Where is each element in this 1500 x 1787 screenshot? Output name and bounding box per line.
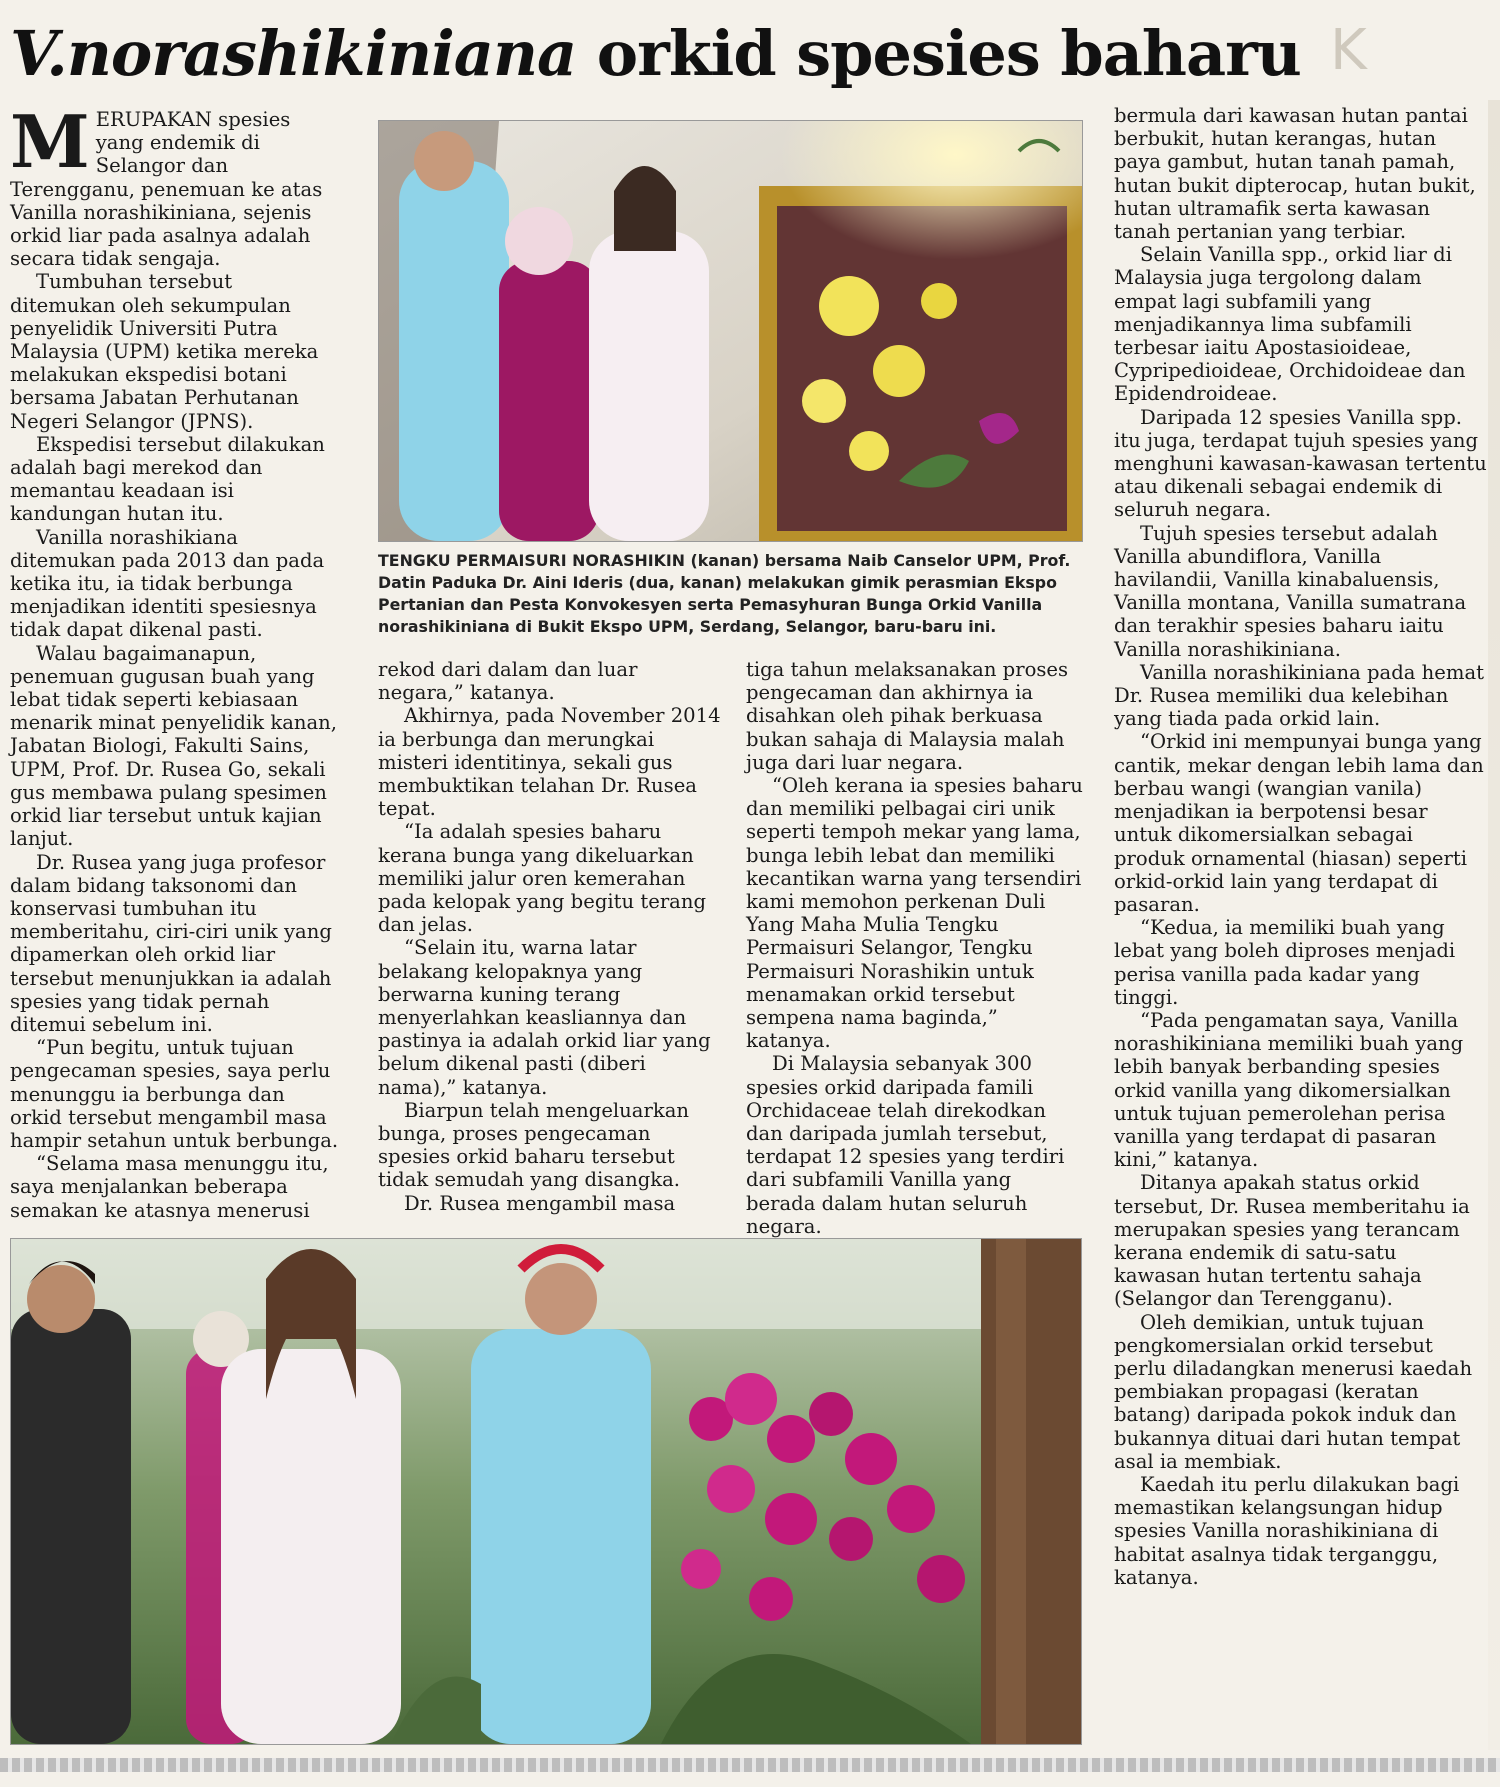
- photo-launch-ceremony: [378, 120, 1083, 542]
- paragraph: “Kedua, ia memiliki buah yang lebat yang boleh diproses menjadi perisa vanilla pada kadar yang tinggi.: [1114, 916, 1456, 1009]
- page-edge: [1488, 100, 1500, 1750]
- paragraph: tiga tahun melaksanakan proses pengecaman dan akhirnya ia disahkan oleh pihak berkuasa bukan sahaja di Malaysia malah juga dari luar negara.: [746, 658, 1069, 774]
- paragraph: Daripada 12 spesies Vanilla spp. itu juga, terdapat tujuh spesies yang menghuni kawasan-kawasan tertentu atau dikenali sebagai endemik di seluruh negara.: [1114, 405, 1487, 522]
- paragraph: Vanilla norashikiniana pada hemat Dr. Rusea memiliki dua kelebihan yang tiada pada orkid lain.: [1114, 660, 1485, 731]
- paragraph: “Selain itu, warna latar belakang kelopaknya yang berwarna kuning terang menyerlahkan keasliannya dan pastinya ia adalah orkid liar yang belum dikenal pasti (diberi nama),” katanya.: [378, 936, 711, 1099]
- drop-cap: M: [10, 99, 90, 184]
- paragraph: Tujuh spesies tersebut adalah Vanilla abundiflora, Vanilla havilandii, Vanilla kinabaluensis, Vanilla montana, Vanilla sumatrana dan terakhir spesies baharu iaitu Vanilla norashikiniana.: [1114, 521, 1467, 661]
- paragraph: Tumbuhan tersebut ditemukan oleh sekumpulan penyelidik Universiti Putra Malaysia (UPM) ketika mereka melakukan ekspedisi botani bersama Jabatan Perhutanan Negeri Selangor (JPNS).: [10, 270, 319, 433]
- paragraph: Akhirnya, pada November 2014 ia berbunga dan merungkai misteri identitinya, sekali gus membuktikan telahan Dr. Rusea tepat.: [378, 704, 721, 821]
- paragraph: rekod dari dalam dan luar negara,” katanya.: [378, 658, 638, 705]
- photo-orchid-garden-visit: [10, 1238, 1082, 1745]
- paragraph: “Pada pengamatan saya, Vanilla norashikiniana memiliki buah yang lebih banyak berbanding spesies orkid vanilla yang dikomersialkan untuk tujuan pemerolehan perisa vanilla yang terdapat di pasaran kini,” katanya.: [1114, 1008, 1464, 1172]
- paragraph: “Ia adalah spesies baharu kerana bunga yang dikeluarkan memiliki jalur oren kemerahan pada kelopak yang begitu terang dan jelas.: [378, 820, 707, 937]
- page-title: [10, 14, 1330, 94]
- photo-icon: [379, 121, 1082, 541]
- article-column-3: [746, 658, 1086, 1261]
- paragraph: Biarpun telah mengeluarkan bunga, proses pengecaman spesies orkid baharu tersebut tidak semudah yang disangka.: [378, 1098, 690, 1192]
- article-column-2: [378, 658, 728, 1215]
- title-rest: orkid spesies baharu: [576, 17, 1301, 90]
- lead-text: ERUPAKAN spesies yang endemik di Selangor dan Terengganu, penemuan ke atas Vanilla norashikiniana, sejenis orkid liar pada asalnya adalah secara tidak sengaja.: [10, 108, 323, 271]
- paragraph: bermula dari kawasan hutan pantai berbukit, hutan kerangas, hutan paya gambut, hutan tanah pamah, hutan bukit dipterocap, hutan bukit, hutan ultramafik serta kawasan tanah pertanian yang terbiar.: [1114, 104, 1476, 244]
- article-column-1: [10, 99, 340, 1222]
- paragraph: Di Malaysia sebanyak 300 spesies orkid daripada famili Orchidaceae telah direkodkan dan daripada jumlah tersebut, terdapat 12 spesies yang terdiri dari subfamili Vanilla yang berada dalam hutan seluruh negara.: [746, 1052, 1065, 1238]
- lead-paragraph: [10, 99, 340, 271]
- adjacent-page-bleed: K: [1330, 18, 1367, 83]
- paragraph: Oleh demikian, untuk tujuan pengkomersialan orkid tersebut perlu diladangkan menerusi kaedah pembiakan propagasi (keratan batang) daripada pokok induk dan bukannya dituai dari hutan tempat asal ia membiak.: [1114, 1310, 1473, 1473]
- paragraph: Ekspedisi tersebut dilakukan adalah bagi merekod dan memantau keadaan isi kandungan hutan itu.: [10, 432, 325, 526]
- paragraph: Walau bagaimanapun, penemuan gugusan buah yang lebat tidak seperti kebiasaan menarik minat penyelidik kanan, Jabatan Biologi, Fakulti Sains, UPM, Prof. Dr. Rusea Go, sekali gus membawa pulang spesimen orkid liar tersebut untuk kajian lanjut.: [10, 641, 338, 851]
- paragraph: “Pun begitu, untuk tujuan pengecaman spesies, saya perlu menunggu ia berbunga dan orkid tersebut mengambil masa hampir setahun untuk berbunga.: [10, 1036, 339, 1152]
- paragraph: Dr. Rusea mengambil masa: [404, 1191, 676, 1215]
- paragraph: Ditanya apakah status orkid tersebut, Dr. Rusea memberitahu ia merupakan spesies yang terancam kerana endemik di satu-satu kawasan hutan tertentu sahaja (Selangor dan Terengganu).: [1114, 1171, 1470, 1311]
- bottom-rule: [0, 1758, 1500, 1772]
- title-species-name: V.norashikiniana: [10, 17, 577, 90]
- paragraph: Vanilla norashikiana ditemukan pada 2013 dan pada ketika itu, ia tidak berbunga menjadikan identiti spesiesnya tidak dapat dikenal pasti.: [10, 525, 325, 642]
- paragraph: “Orkid ini mempunyai bunga yang cantik, mekar dengan lebih lama dan berbau wangi (wangian vanila) menjadikan ia berpotensi besar untuk dikomersialkan sebagai produk ornamental (hiasan) seperti orkid-orkid lain yang terdapat di pasaran.: [1114, 730, 1484, 916]
- paragraph: Kaedah itu perlu dilakukan bagi memastikan kelangsungan hidup spesies Vanilla norashikiniana di habitat asalnya tidak terganggu, katanya.: [1114, 1472, 1460, 1589]
- photo-caption: TENGKU PERMAISURI NORASHIKIN (kanan) bersama Naib Canselor UPM, Prof. Datin Paduka Dr. Aini Ideris (dua, kanan) melakukan gimik perasmian Ekspo Pertanian dan Pesta Konvokesyen serta Pemasyhuran Bunga Orkid Vanilla norashikiniana di Bukit Ekspo UPM, Serdang, Selangor, baru-baru ini.: [378, 551, 1071, 636]
- paragraph: Dr. Rusea yang juga profesor dalam bidang taksonomi dan konservasi tumbuhan itu memberitahu, ciri-ciri unik yang dipamerkan oleh orkid liar tersebut menunjukkan ia adalah spesies yang tidak pernah ditemui sebelum ini.: [10, 850, 332, 1036]
- paragraph: “Selama masa menunggu itu, saya menjalankan beberapa semakan ke atasnya menerusi: [10, 1152, 329, 1222]
- paragraph: Selain Vanilla spp., orkid liar di Malaysia juga tergolong dalam empat lagi subfamili yang menjadikannya lima subfamili terbesar iaitu Apostasioideae, Cypripedioideae, Orchidoideae dan Epidendroideae.: [1114, 243, 1466, 406]
- photo-icon: [11, 1239, 1081, 1744]
- paragraph: “Oleh kerana ia spesies baharu dan memiliki pelbagai ciri unik seperti tempoh mekar yang lama, bunga lebih lebat dan memiliki kecantikan warna yang tersendiri kami memohon perkenan Duli Yang Maha Mulia Tengku Permaisuri Selangor, Tengku Permaisuri Norashikin untuk menamakan orkid tersebut sempena nama baginda,” katanya.: [746, 774, 1083, 1053]
- article-column-4: [1114, 104, 1489, 1589]
